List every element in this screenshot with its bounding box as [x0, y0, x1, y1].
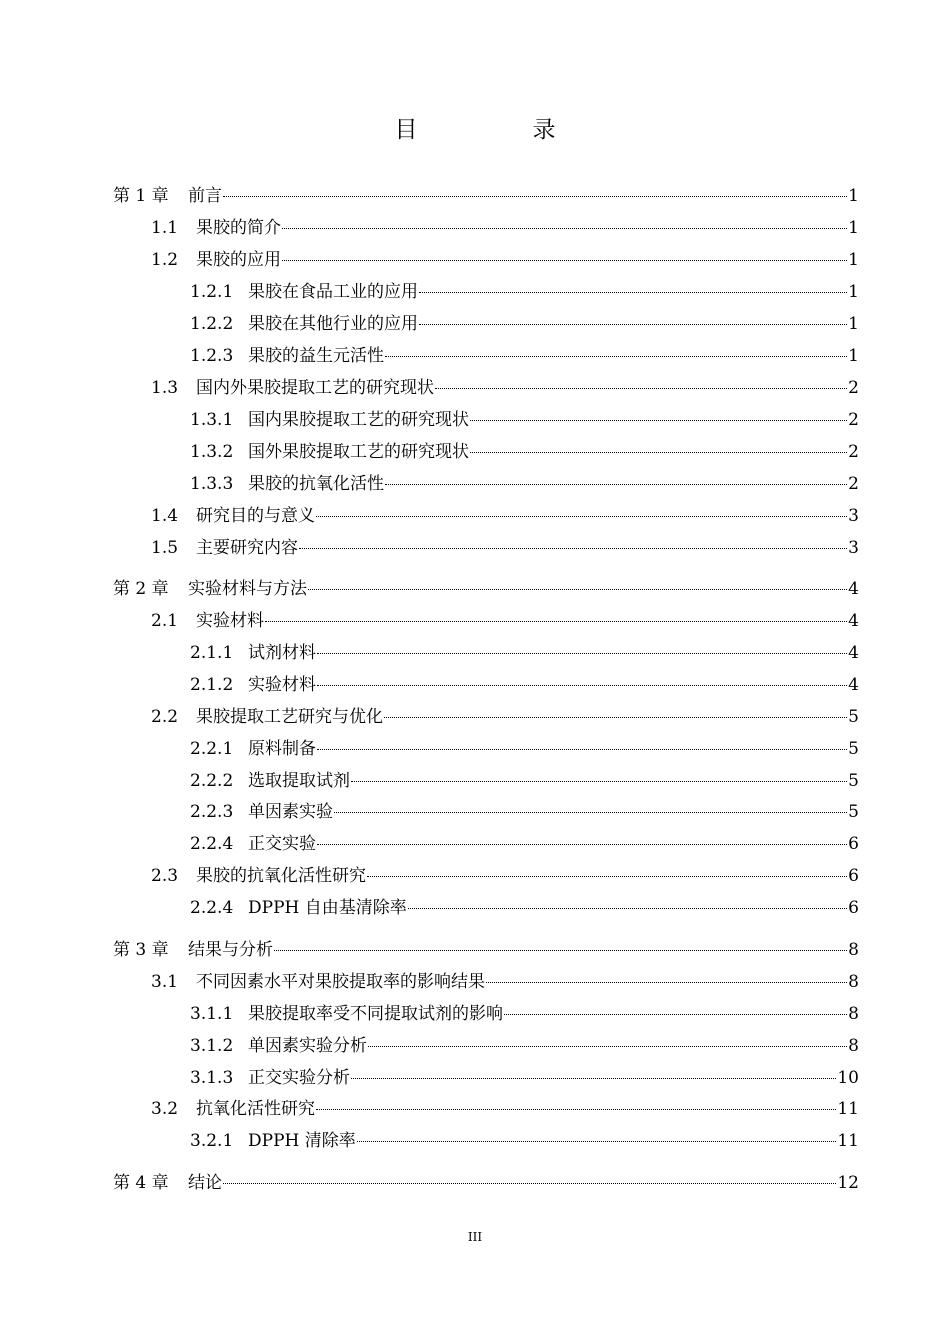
toc-entry-number: 3.1.1	[190, 1004, 234, 1024]
toc-entry-number: 2.1.2	[190, 675, 234, 695]
toc-entry-number: 2.2.4	[190, 834, 234, 854]
toc-entry-title: 实验材料与方法	[188, 579, 307, 599]
toc-entry-page: 6	[848, 898, 859, 918]
toc-entry[interactable]	[190, 800, 859, 824]
toc-entry-title: 实验材料	[248, 675, 316, 695]
toc-entry-title: 单因素实验分析	[248, 1036, 367, 1056]
toc-entry-number: 第 1 章	[113, 186, 169, 206]
toc-leader-dots	[357, 1141, 837, 1142]
toc-entry-page: 8	[848, 972, 859, 992]
toc-entry[interactable]	[190, 1034, 859, 1058]
toc-entry-title: 果胶的抗氧化活性研究	[196, 866, 366, 886]
toc-entry-page: 1	[848, 186, 859, 206]
toc-entry-title: 研究目的与意义	[196, 506, 315, 526]
toc-entry-title: 果胶在食品工业的应用	[248, 282, 418, 302]
toc-entry-number: 第 2 章	[113, 579, 169, 599]
toc-entry[interactable]	[190, 1066, 859, 1090]
toc-entry-page: 4	[848, 675, 859, 695]
toc-leader-dots	[470, 452, 847, 453]
toc-entry[interactable]	[190, 280, 859, 304]
toc-entry-page: 4	[848, 643, 859, 663]
toc-entry-page: 8	[848, 1004, 859, 1024]
toc-entry[interactable]	[113, 577, 859, 601]
toc-leader-dots	[223, 1183, 836, 1184]
toc-entry-number: 2.1	[151, 611, 179, 631]
toc-leader-dots	[419, 324, 847, 325]
toc-entry[interactable]	[190, 408, 859, 432]
toc-leader-dots	[368, 1046, 847, 1047]
toc-entry-number: 1.4	[151, 506, 179, 526]
toc-entry-page: 8	[848, 1036, 859, 1056]
toc-leader-dots	[317, 685, 847, 686]
toc-entry-title: 结果与分析	[188, 940, 273, 960]
toc-entry-title: 主要研究内容	[196, 538, 298, 558]
toc-leader-dots	[316, 1109, 836, 1110]
toc-entry-page: 11	[837, 1131, 859, 1151]
toc-leader-dots	[317, 749, 847, 750]
toc-entry-number: 3.2.1	[190, 1131, 234, 1151]
toc-entry[interactable]	[190, 737, 859, 761]
toc-entry-number: 1.3.2	[190, 442, 234, 462]
toc-entry-page: 2	[848, 410, 859, 430]
toc-entry-page: 2	[848, 442, 859, 462]
toc-entry-page: 5	[848, 707, 859, 727]
toc-entry-page: 2	[848, 474, 859, 494]
toc-entry-number: 2.3	[151, 866, 179, 886]
page-title: 目 录	[394, 117, 602, 143]
toc-entry-page: 6	[848, 866, 859, 886]
toc-entry-title: 国内外果胶提取工艺的研究现状	[196, 378, 434, 398]
toc-leader-dots	[435, 388, 847, 389]
toc-entry-number: 1.2	[151, 250, 179, 270]
toc-entry-page: 3	[848, 506, 859, 526]
toc-entry[interactable]	[151, 504, 859, 528]
toc-leader-dots	[265, 621, 847, 622]
toc-entry-title: 实验材料	[196, 611, 264, 631]
toc-entry-page: 1	[848, 346, 859, 366]
toc-entry[interactable]	[151, 705, 859, 729]
footer-page-number: III	[467, 1230, 483, 1244]
toc-leader-dots	[385, 484, 847, 485]
toc-entry-number: 第 3 章	[113, 940, 169, 960]
toc-entry-page: 10	[837, 1068, 859, 1088]
toc-entry-number: 2.2.4	[190, 898, 234, 918]
toc-leader-dots	[282, 260, 847, 261]
toc-entry[interactable]	[113, 184, 859, 208]
toc-entry-page: 5	[848, 771, 859, 791]
toc-entry-number: 1.3.1	[190, 410, 234, 430]
toc-entry-number: 1.3.3	[190, 474, 234, 494]
toc-leader-dots	[470, 420, 847, 421]
toc-leader-dots	[385, 356, 847, 357]
toc-leader-dots	[316, 516, 847, 517]
toc-entry-number: 1.2.1	[190, 282, 234, 302]
toc-entry-title: 果胶的应用	[196, 250, 281, 270]
toc-entry[interactable]	[190, 312, 859, 336]
toc-entry[interactable]	[190, 472, 859, 496]
toc-entry[interactable]	[113, 938, 859, 962]
toc-entry-title: 正交实验	[248, 834, 316, 854]
toc-leader-dots	[351, 781, 847, 782]
toc-entry-title: 果胶的抗氧化活性	[248, 474, 384, 494]
toc-entry[interactable]	[151, 248, 859, 272]
toc-leader-dots	[419, 292, 847, 293]
toc-entry-page: 1	[848, 314, 859, 334]
toc-entry[interactable]	[190, 440, 859, 464]
toc-entry[interactable]	[190, 1002, 859, 1026]
toc-entry[interactable]	[151, 864, 859, 888]
toc-entry-title: 国内果胶提取工艺的研究现状	[248, 410, 469, 430]
toc-leader-dots	[504, 1014, 847, 1015]
toc-leader-dots	[317, 844, 847, 845]
toc-entry-title: 果胶提取率受不同提取试剂的影响	[248, 1004, 503, 1024]
toc-entry[interactable]	[151, 216, 859, 240]
toc-entry-number: 3.1.3	[190, 1068, 234, 1088]
toc-entry-number: 1.5	[151, 538, 179, 558]
toc-leader-dots	[223, 196, 847, 197]
toc-leader-dots	[299, 548, 847, 549]
toc-entry-title: 果胶的简介	[196, 218, 281, 238]
toc-entry[interactable]	[151, 1097, 859, 1121]
toc-entry-title: 单因素实验	[248, 802, 333, 822]
toc-entry-number: 1.3	[151, 378, 179, 398]
toc-leader-dots	[486, 982, 847, 983]
toc-entry[interactable]	[190, 769, 859, 793]
toc-entry-title: 抗氧化活性研究	[196, 1099, 315, 1119]
toc-entry-title: 果胶的益生元活性	[248, 346, 384, 366]
toc-entry-title: 结论	[188, 1173, 222, 1193]
toc-entry-page: 4	[848, 611, 859, 631]
toc-entry-page: 6	[848, 834, 859, 854]
toc-leader-dots	[334, 812, 847, 813]
toc-entry-number: 3.1	[151, 972, 179, 992]
toc-entry-page: 11	[837, 1099, 859, 1119]
toc-entry-page: 5	[848, 739, 859, 759]
toc-entry-number: 3.2	[151, 1099, 179, 1119]
toc-entry-page: 8	[848, 940, 859, 960]
toc-entry-title: 原料制备	[248, 739, 316, 759]
toc-entry[interactable]	[151, 536, 859, 560]
toc-entry-page: 5	[848, 802, 859, 822]
toc-entry-number: 2.2.2	[190, 771, 234, 791]
toc-entry[interactable]	[190, 896, 859, 920]
toc-entry[interactable]	[151, 609, 859, 633]
toc-entry-page: 1	[848, 218, 859, 238]
toc-entry-title: 试剂材料	[248, 643, 316, 663]
toc-leader-dots	[274, 950, 847, 951]
toc-entry[interactable]	[190, 832, 859, 856]
toc-entry[interactable]	[151, 970, 859, 994]
toc-entry-title: 正交实验分析	[248, 1068, 350, 1088]
toc-entry[interactable]	[190, 673, 859, 697]
toc-entry-page: 4	[848, 579, 859, 599]
toc-entry-number: 2.1.1	[190, 643, 234, 663]
toc-entry-number: 1.1	[151, 218, 179, 238]
toc-entry-number: 1.2.3	[190, 346, 234, 366]
toc-entry-page: 2	[848, 378, 859, 398]
toc-entry-page: 12	[837, 1173, 859, 1193]
toc-leader-dots	[408, 908, 847, 909]
toc-leader-dots	[308, 589, 847, 590]
toc-entry-number: 2.2	[151, 707, 179, 727]
toc-entry-title: 不同因素水平对果胶提取率的影响结果	[196, 972, 485, 992]
toc-entry[interactable]	[113, 1171, 859, 1195]
toc-leader-dots	[351, 1078, 836, 1079]
toc-entry-page: 1	[848, 282, 859, 302]
toc-leader-dots	[367, 876, 847, 877]
toc-entry-number: 3.1.2	[190, 1036, 234, 1056]
toc-entry-number: 2.2.1	[190, 739, 234, 759]
toc-entry-title: DPPH 自由基清除率	[248, 898, 407, 918]
toc-leader-dots	[317, 653, 847, 654]
toc-entry-title: 果胶提取工艺研究与优化	[196, 707, 383, 727]
toc-entry-title: 前言	[188, 186, 222, 206]
toc-entry[interactable]	[190, 1129, 859, 1153]
toc-leader-dots	[282, 228, 847, 229]
toc-entry[interactable]	[190, 641, 859, 665]
toc-entry-number: 第 4 章	[113, 1173, 169, 1193]
toc-entry-title: 国外果胶提取工艺的研究现状	[248, 442, 469, 462]
toc-entry-page: 3	[848, 538, 859, 558]
toc-entry-title: 选取提取试剂	[248, 771, 350, 791]
toc-entry-number: 2.2.3	[190, 802, 234, 822]
toc-entry-title: DPPH 清除率	[248, 1131, 356, 1151]
toc-entry-title: 果胶在其他行业的应用	[248, 314, 418, 334]
toc-entry[interactable]	[151, 376, 859, 400]
toc-leader-dots	[384, 717, 847, 718]
toc-entry-number: 1.2.2	[190, 314, 234, 334]
toc-entry[interactable]	[190, 344, 859, 368]
toc-entry-page: 1	[848, 250, 859, 270]
